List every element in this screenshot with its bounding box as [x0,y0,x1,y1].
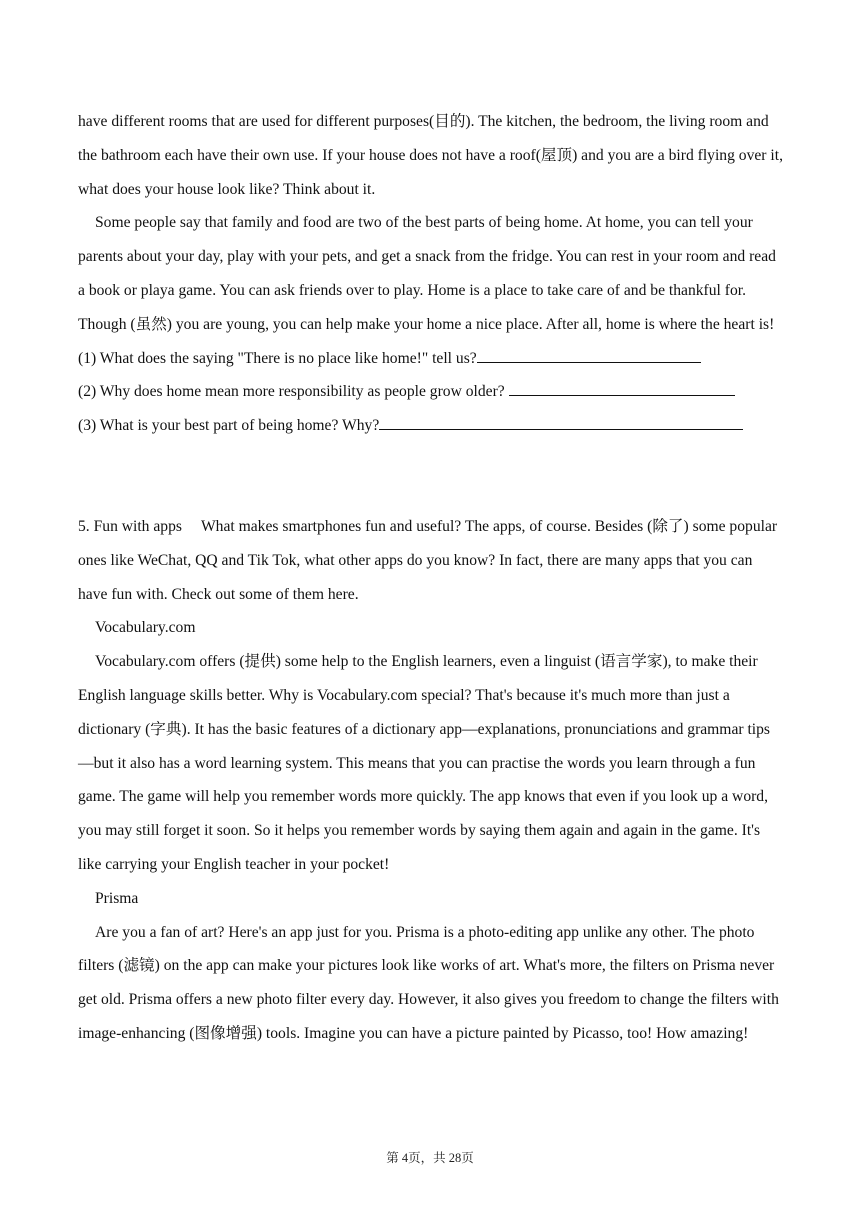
passage-5-intro: What makes smartphones fun and useful? The apps, of course. Besides (除了) some popular ones like WeChat, QQ and Tik Tok, what other apps do you know? In fact, there are many apps that you can have fun with. Check out some of them here. [78,518,778,603]
passage-5-section [78,510,784,1051]
question-3 [78,409,784,443]
prisma-paragraph: Are you a fan of art? Here's an app just for you. Prisma is a photo-editing app unlike any other. The photo filters (滤镜) on the app can make your pictures look like works of art. What's more, the filters on Prisma never get old. Prisma offers a new photo filter every day. However, it also gives you freedom to change the filters with image-enhancing (图像增强) tools. Imagine you can have a picture painted by Picasso, too! How amazing! [78,923,779,1042]
question-3-text: (3) What is your best part of being home? Why? [78,417,380,435]
passage-4-section [78,105,784,443]
passage-4-paragraph-2: Some people say that family and food are two of the best parts of being home. At home, you can tell your parents about your day, play with your pets, and get a snack from the fridge. You can rest in your room and read a book or playa game. You can ask friends over to play. Home is a place to take care of and be thankful for. Though (虽然) you are young, you can help make your home a nice place. After all, home is where the heart is! [78,214,776,333]
answer-blank-3[interactable] [379,415,743,430]
vocabulary-paragraph: Vocabulary.com offers (提供) some help to the English learners, even a linguist (语言学家), to make their English language skills better. Why is Vocabulary.com special? That's because it's much more than just a dictionary (字典). It has the basic features of a dictionary app—explanations, pronunciations and grammar tips—but it also has a word learning system. This means that you can practise the words you learn through a fun game. The game will help you remember words more quickly. The app knows that even if you look up a word, you may still forget it soon. So it helps you remember words by saying them again and again in the game. It's like carrying your English teacher in your pocket! [78,653,770,873]
question-2-text: (2) Why does home mean more responsibility as people grow older? [78,383,505,401]
answer-blank-1[interactable] [477,348,701,363]
passage-5-title: 5. Fun with apps [78,518,182,535]
prisma-heading: Prisma [95,889,139,907]
question-1-text: (1) What does the saying "There is no place like home!" tell us? [78,349,477,367]
answer-blank-2[interactable] [509,381,735,396]
question-1 [78,342,784,376]
vocabulary-heading: Vocabulary.com [95,619,196,637]
passage-4-paragraph-1: have different rooms that are used for different purposes(目的). The kitchen, the bedroom, the living room and the bathroom each have their own use. If your house does not have a roof(屋顶) and you are a bird flying over it, what does your house look like? Think about it. [78,113,783,198]
passage-5-intro-paragraph [78,510,784,611]
question-2 [78,375,784,409]
page-number-footer: 第 4页，共 28页 [386,1151,474,1165]
